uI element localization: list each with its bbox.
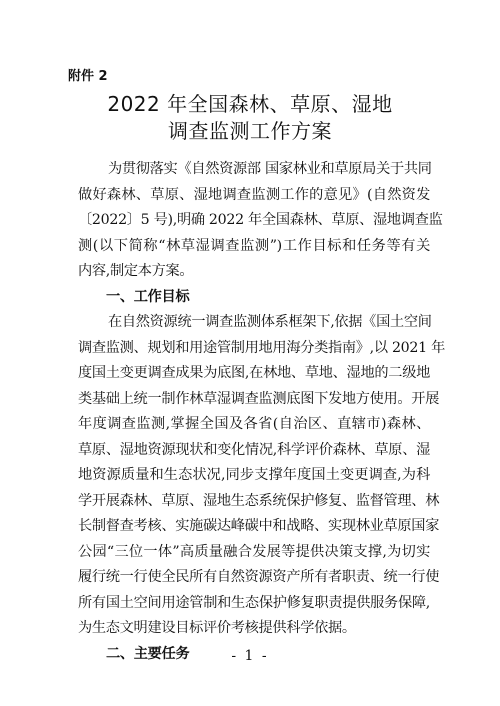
section1-line: 调查监测、规划和用途管制用地用海分类指南》,以 2021 年 [78, 339, 445, 356]
intro-line: 〔2022〕5 号),明确 2022 年全国森林、草原、湿地调查监 [78, 212, 443, 228]
intro-line: 做好森林、草原、湿地调查监测工作的意见》(自然资发 [78, 186, 430, 203]
section1-line: 度国土变更调查成果为底图,在林地、草地、湿地的二级地 [78, 365, 430, 381]
section1-line: 草原、湿地资源现状和变化情况,科学评价森林、草原、湿 [78, 441, 430, 458]
section1-line: 年度调查监测,掌握全国及各省(自治区、直辖市)森林、 [78, 416, 430, 432]
intro-line: 测(以下简称“林草湿调查监测”)工作目标和任务等有关 [78, 237, 430, 254]
section1-line: 地资源质量和生态状况,同步支撑年度国土变更调查,为科 [78, 467, 430, 483]
section2-heading: 二、主要任务 [106, 645, 190, 662]
document-title-line1: 2022 年全国森林、草原、湿地 [107, 92, 393, 116]
section1-line: 类基础上统一制作林草湿调查监测底图下发地方使用。开展 [78, 390, 440, 407]
attachment-label: 附件 2 [68, 69, 108, 84]
section1-line: 长制督查考核、实施碳达峰碳中和战略、实现林业草原国家 [78, 518, 440, 534]
intro-line: 为贯彻落实《自然资源部 国家林业和草原局关于共同 [108, 161, 432, 177]
section1-line: 履行统一行使全民所有自然资源资产所有者职责、统一行使 [78, 569, 440, 585]
document-title-line2: 调查监测工作方案 [168, 119, 332, 143]
section1-line: 所有国土空间用途管制和生态保护修复职责提供服务保障, [78, 594, 430, 611]
section1-line: 公园“三位一体”高质量融合发展等提供决策支撑,为切实 [78, 543, 430, 560]
section1-heading: 一、工作目标 [106, 288, 190, 305]
document-body [78, 157, 445, 667]
section1-line: 在自然资源统一调查监测体系框架下,依据《国土空间 [108, 314, 432, 330]
page-number: - 1 - [231, 648, 269, 664]
section1-line: 为生态文明建设目标评价考核提供科学依据。 [78, 620, 356, 636]
section1-line: 学开展森林、草原、湿地生态系统保护修复、监督管理、林 [78, 492, 440, 509]
intro-line: 内容,制定本方案。 [78, 263, 194, 279]
